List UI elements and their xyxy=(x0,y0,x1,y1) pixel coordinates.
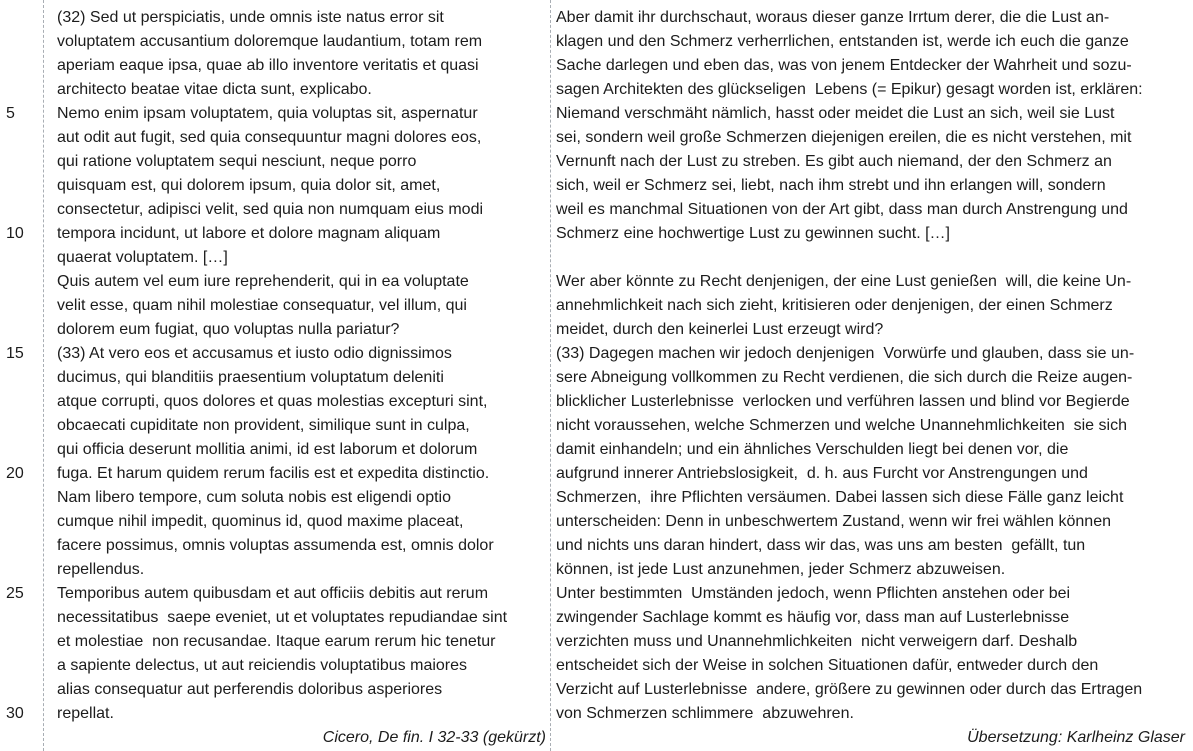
text-line: blicklicher Lusterlebnisse verlocken und verführen lassen und blind vor Begierde xyxy=(556,393,1130,410)
text-line: Unter bestimmten Umständen jedoch, wenn Pflichten anstehen oder bei xyxy=(556,585,1071,602)
line-number: 25 xyxy=(6,585,24,602)
text-line: meidet, durch den keinerlei Lust erzeugt wird? xyxy=(556,321,884,338)
text-line: tempora incidunt, ut labore et dolore magnam aliquam xyxy=(57,225,441,242)
text-line: dolorem eum fugiat, quo voluptas nulla pariatur? xyxy=(57,321,400,338)
text-line: Schmerzen, ihre Pflichten versäumen. Dabei lassen sich diese Fälle ganz leicht xyxy=(556,489,1124,506)
text-line: repellat. xyxy=(57,705,114,722)
text-line: Temporibus autem quibusdam et aut officiis debitis aut rerum xyxy=(57,585,489,602)
text-line: zwingender Sachlage kommt es häufig vor, dass man auf Lusterlebnisse xyxy=(556,609,1070,626)
text-line: klagen und den Schmerz verherrlichen, entstanden ist, werde ich euch die ganze xyxy=(556,33,1129,50)
latin-source-attribution: Cicero, De fin. I 32-33 (gekürzt) xyxy=(322,729,546,746)
text-line: Quis autem vel eum iure reprehenderit, qui in ea voluptate xyxy=(57,273,469,290)
line-number: 30 xyxy=(6,705,24,722)
text-line: alias consequatur aut perferendis doloribus asperiores xyxy=(57,681,443,698)
text-line: voluptatem accusantium doloremque laudantium, totam rem xyxy=(57,33,483,50)
line-number: 20 xyxy=(6,465,24,482)
text-line: annehmlichkeit nach sich zieht, kritisieren oder denjenigen, der einen Schmerz xyxy=(556,297,1113,314)
text-line: unterscheiden: Denn in unbeschwertem Zustand, wenn wir frei wählen können xyxy=(556,513,1111,530)
text-line: architecto beatae vitae dicta sunt, explicabo. xyxy=(57,81,372,98)
text-line: (33) Dagegen machen wir jedoch denjenigen Vorwürfe und glauben, dass sie un- xyxy=(556,345,1135,362)
line-number: 5 xyxy=(6,105,15,122)
text-line: quisquam est, qui dolorem ipsum, quia dolor sit, amet, xyxy=(57,177,441,194)
text-line: obcaecati cupiditate non provident, similique sunt in culpa, xyxy=(57,417,470,434)
text-line: nicht voraussehen, welche Schmerzen und welche Unannehmlichkeiten sie sich xyxy=(556,417,1127,434)
line-number: 15 xyxy=(6,345,24,362)
text-line: atque corrupti, quos dolores et quas molestias excepturi sint, xyxy=(57,393,488,410)
line-number-gutter xyxy=(0,0,43,751)
text-line: Schmerz eine hochwertige Lust zu gewinnen sucht. […] xyxy=(556,225,950,242)
text-line: Nemo enim ipsam voluptatem, quia voluptas sit, aspernatur xyxy=(57,105,478,122)
text-line: fuga. Et harum quidem rerum facilis est et expedita distinctio. xyxy=(57,465,490,482)
text-line: sei, sondern weil große Schmerzen diejenigen ereilen, die es nicht verstehen, mit xyxy=(556,129,1132,146)
text-line: et molestiae non recusandae. Itaque earum rerum hic tenetur xyxy=(57,633,496,650)
german-translation-column xyxy=(550,0,1193,751)
text-line: a sapiente delectus, ut aut reiciendis voluptatibus maiores xyxy=(57,657,468,674)
text-line: ducimus, qui blanditiis praesentium voluptatum deleniti xyxy=(57,369,444,386)
german-text-block xyxy=(556,6,1185,726)
text-line: Vernunft nach der Lust zu streben. Es gibt auch niemand, der den Schmerz an xyxy=(556,153,1112,170)
german-translator-attribution: Übersetzung: Karlheinz Glaser xyxy=(967,729,1185,746)
text-line: (32) Sed ut perspiciatis, unde omnis iste natus error sit xyxy=(57,9,444,26)
text-line: facere possimus, omnis voluptas assumenda est, omnis dolor xyxy=(57,537,494,554)
text-line: aut odit aut fugit, sed quia consequuntur magni dolores eos, xyxy=(57,129,482,146)
text-line: Verzicht auf Lusterlebnisse andere, größere zu gewinnen oder durch das Ertragen xyxy=(556,681,1143,698)
text-line: aperiam eaque ipsa, quae ab illo inventore veritatis et quasi xyxy=(57,57,479,74)
text-line xyxy=(556,246,1185,270)
text-line: Nam libero tempore, cum soluta nobis est eligendi optio xyxy=(57,489,451,506)
text-line: damit einhandeln; und ein ähnliches Verschulden liegt bei denen vor, die xyxy=(556,441,1069,458)
line-number: 10 xyxy=(6,225,24,242)
text-line: verzichten muss und Unannehmlichkeiten nicht verweigern darf. Deshalb xyxy=(556,633,1078,650)
text-line: qui ratione voluptatem sequi nesciunt, neque porro xyxy=(57,153,417,170)
latin-text-block xyxy=(57,6,546,726)
text-line: cumque nihil impedit, quominus id, quod maxime placeat, xyxy=(57,513,464,530)
text-line: entscheidet sich der Weise in solchen Situationen dafür, entweder durch den xyxy=(556,657,1099,674)
text-line: können, ist jede Lust anzunehmen, jeder Schmerz abzuweisen. xyxy=(556,561,1006,578)
text-line: sere Abneigung vollkommen zu Recht verdienen, die sich durch die Reize augen- xyxy=(556,369,1133,386)
text-line: Wer aber könnte zu Recht denjenigen, der eine Lust genießen will, die keine Un- xyxy=(556,273,1132,290)
text-line: qui officia deserunt mollitia animi, id est laborum et dolorum xyxy=(57,441,478,458)
text-line: sagen Architekten des glückseligen Lebens (= Epikur) gesagt worden ist, erklären: xyxy=(556,81,1143,98)
text-line: weil es manchmal Situationen von der Art gibt, dass man durch Anstrengung und xyxy=(556,201,1128,218)
text-line: (33) At vero eos et accusamus et iusto odio dignissimos xyxy=(57,345,452,362)
text-line: consectetur, adipisci velit, sed quia non numquam eius modi xyxy=(57,201,484,218)
text-line: repellendus. xyxy=(57,561,145,578)
text-line: velit esse, quam nihil molestiae consequatur, vel illum, qui xyxy=(57,297,467,314)
text-line: und nichts uns daran hindert, dass wir das, was uns am besten gefällt, tun xyxy=(556,537,1086,554)
latin-text-column xyxy=(43,0,550,751)
text-line: von Schmerzen schlimmere abzuwehren. xyxy=(556,705,854,722)
text-line: sich, weil er Schmerz sei, liebt, nach ihm strebt und ihn erlangen will, sondern xyxy=(556,177,1106,194)
text-line: Sache darlegen und eben das, was von jenem Entdecker der Wahrheit und sozu- xyxy=(556,57,1132,74)
text-line: Aber damit ihr durchschaut, woraus dieser ganze Irrtum derer, die die Lust an- xyxy=(556,9,1110,26)
text-line: Niemand verschmäht nämlich, hasst oder meidet die Lust an sich, weil sie Lust xyxy=(556,105,1115,122)
text-line: quaerat voluptatem. […] xyxy=(57,249,228,266)
text-line: aufgrund innerer Antriebslosigkeit, d. h. aus Furcht vor Anstrengungen und xyxy=(556,465,1088,482)
text-line: necessitatibus saepe eveniet, ut et voluptates repudiandae sint xyxy=(57,609,508,626)
